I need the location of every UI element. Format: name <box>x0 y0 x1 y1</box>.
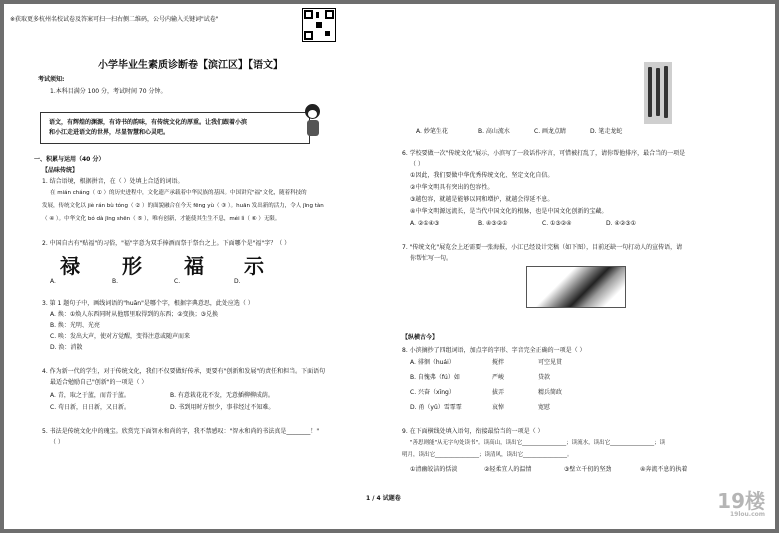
site-watermark <box>717 491 765 519</box>
q1-line-3: 发展，传统文化以 jiè rán bù tóng（ ② ）的面貌融合在今天 fēng yù（ ③ ）。huān 发出新的活力，令人 jīng tàn <box>42 203 324 209</box>
q9-passage-1: "善思则能"从无字句处读书"。读高山，读出它________________；读流水，读出它________________；读 <box>410 440 666 446</box>
q6-sentence-3: ③越包容，就越是能够以同和增护，就越会得延不息。 <box>410 196 554 203</box>
q5-option-a[interactable]: A. 妙笔生花 <box>416 128 448 135</box>
q4-stem-1: 4. 作为新一代的学生，对于传统文化，我们不仅要做好传承，更要有"创新和发展"的责任和担当。下面语句 <box>42 368 326 375</box>
q1-line-1: 1. 结合语境，根据拼音，在（ ）处填上合适的词语。 <box>42 178 184 185</box>
q3-option-a[interactable]: A. 焕：①焕人东西同时从他那里取得到的东西；②变换；③兑换 <box>50 311 218 318</box>
fu-glyph-d-icon: 示 <box>244 254 264 278</box>
q8-option-a-word1[interactable]: A. 徘徊（huái） <box>410 359 455 366</box>
q4-stem-2: 最适合勉励自己"创新"的一项是（ ） <box>50 379 148 386</box>
q9-option-4[interactable]: ④奔流不息的执着 <box>640 466 688 473</box>
q8-option-d-word3: 宽慰 <box>538 404 551 411</box>
q4-option-d[interactable]: D. 书到用时方恨少，事非经过不知难。 <box>170 404 275 411</box>
q8-option-c-word3: 精兵简政 <box>538 389 563 396</box>
intro-box <box>40 112 310 144</box>
header-note: ※获取更多杭州名校试卷及答案可扫一扫右侧二维码，公号内输入关键词"试卷" <box>10 16 219 23</box>
q6-stem-1: 6. 学校要做一次"传统文化"展示，小滨写了一段话作序言，可惜被打乱了，请你帮他排序，最合当的一项是 <box>402 150 686 157</box>
q6-option-c[interactable]: C. ①③②④ <box>542 220 572 227</box>
notice-label: 考试须知: <box>38 76 65 83</box>
q7-stem-1: 7. "传统文化"展览会上还需要一张海报，小江已经设计完稿（如下图），目前还缺一句打动人的宣传语，请 <box>402 244 683 251</box>
q9-option-2[interactable]: ②轻柔宜人的温情 <box>484 466 532 473</box>
subsection-title-1: 【品味传统】 <box>42 167 79 174</box>
q4-option-c[interactable]: C. 苟日新，日日新，又日新。 <box>50 404 131 411</box>
q2-option-a[interactable]: A. <box>50 278 56 285</box>
notice-text: 1.本科目满分 100 分，考试时间 70 分钟。 <box>50 88 167 95</box>
page-footer: 1 / 4 试题卷 <box>366 495 401 502</box>
section-title-1: 一、积累与运用（40 分） <box>34 156 105 163</box>
q3-option-d[interactable]: D. 涣：消散 <box>50 344 83 351</box>
q5-option-b[interactable]: B. 高山流水 <box>478 128 510 135</box>
q6-option-d[interactable]: D. ④②③① <box>606 220 636 227</box>
student-mascot-icon <box>302 102 324 142</box>
q3-option-c[interactable]: C. 唤：发出大声，使对方觉醒，变得注意或随声而来 <box>50 333 191 340</box>
q3-stem: 3. 第 1 题句子中，画线词语的"huān"是哪个字，根据字典意思，此处应选（ ） <box>42 300 254 307</box>
q2-text: 2. 中国自古有"贴福"的习俗，"福"字意为双手捧酒而祭于祭台之上。下面哪个是"福"字？（ ） <box>42 240 291 247</box>
q2-option-b[interactable]: B. <box>112 278 119 285</box>
q6-sentence-1: ①因此，我们要做中华优秀传统文化、坚定文化自信。 <box>410 172 554 179</box>
q1-line-2: 在 mián cháng（ ① ）的历史进程中，文化遗产承载着中华民族的基因。中国讲究"福"文化，随着科技的 <box>50 190 307 196</box>
q9-option-3[interactable]: ③壁立千仞的坚劲 <box>564 466 612 473</box>
q5-option-d[interactable]: D. 笔走龙蛇 <box>590 128 623 135</box>
poster-image <box>526 266 626 308</box>
q8-option-d-word2: 哀悼 <box>492 404 505 411</box>
q8-option-b-word3: 贷款 <box>538 374 551 381</box>
q6-sentence-4: ④中华文明源远流长，是当代中国文化的根脉，也是中国文化创新的宝藏。 <box>410 208 608 215</box>
q9-stem: 9. 在下面横线处填入语句，衔接最恰当的一项是（ ） <box>402 428 544 435</box>
q8-option-c-word1[interactable]: C. 兴奋（xīng） <box>410 389 455 396</box>
q8-option-d-word1[interactable]: D. 甬（yǔ）雪霏霏 <box>410 404 462 411</box>
intro-line-2: 和小江走进语文的世界，尽显智慧和心灵吧。 <box>49 129 170 136</box>
q1-line-4: （ ④ ）。中华文化 bó dà jīng shēn（ ⑤ ），唯有创新，才能使其生生不息，méi lì（ ⑥ ）无限。 <box>42 216 281 222</box>
qr-code-icon[interactable] <box>302 8 336 42</box>
q8-option-b-word1[interactable]: B. 自愧弗（fú）如 <box>410 374 460 381</box>
q6-sentence-2: ②中华文明具有突出的包容性。 <box>410 184 494 191</box>
watermark-logo: 19楼 <box>717 489 765 513</box>
q5-stem: 5. 书法是传统文化中的瑰宝。欣赏完下面智永和尚的字，我不禁感叹："智永和尚的书法真是________！" <box>42 428 320 435</box>
q6-option-b[interactable]: B. ④③②① <box>478 220 508 227</box>
q5-blank[interactable]: （ ） <box>50 439 64 446</box>
q2-option-c[interactable]: C. <box>174 278 181 285</box>
exam-page <box>4 4 775 529</box>
q9-option-1[interactable]: ①清幽皎洁的恬淡 <box>410 466 458 473</box>
page-title: 小学毕业生素质诊断卷【滨江区】【语文】 <box>98 60 283 71</box>
q8-option-a-word3: 可空见贯 <box>538 359 563 366</box>
watermark-url: 19lou.com <box>729 511 765 518</box>
q3-option-b[interactable]: B. 焕：光明、光亮 <box>50 322 100 329</box>
fu-glyph-b-icon: 形 <box>122 254 142 278</box>
q4-option-a[interactable]: A. 青，取之于蓝，而青于蓝。 <box>50 392 130 399</box>
q6-option-a[interactable]: A. ②①④③ <box>410 220 440 227</box>
fu-glyph-a-icon: 禄 <box>60 254 80 278</box>
q8-stem: 8. 小滨摘抄了四组词语，加点字的字形、字音完全正确的一项是（ ） <box>402 347 586 354</box>
q8-option-b-word2: 严峻 <box>492 374 505 381</box>
calligraphy-image <box>644 62 672 124</box>
intro-line-1: 语文，有辉煌的渊源，有诗书的韵味，有传统文化的厚重。让我们跟着小滨 <box>49 119 248 126</box>
q6-stem-2: （ ） <box>410 161 424 168</box>
subsection-title-2: 【纵横古今】 <box>402 334 439 341</box>
fu-glyph-c-icon: 福 <box>184 254 204 278</box>
q7-stem-2: 你帮忙写一句。 <box>410 255 453 262</box>
q2-option-d[interactable]: D. <box>234 278 241 285</box>
q4-option-b[interactable]: B. 有意栽花花不发，无意插柳柳成荫。 <box>170 392 274 399</box>
q8-option-a-word2: 搅拌 <box>492 359 505 366</box>
q8-option-c-word2: 拔弄 <box>492 389 505 396</box>
q9-passage-2: 明月，读出它________________；读清风，读出它________________。 <box>402 452 573 458</box>
q5-option-c[interactable]: C. 画龙点睛 <box>534 128 567 135</box>
